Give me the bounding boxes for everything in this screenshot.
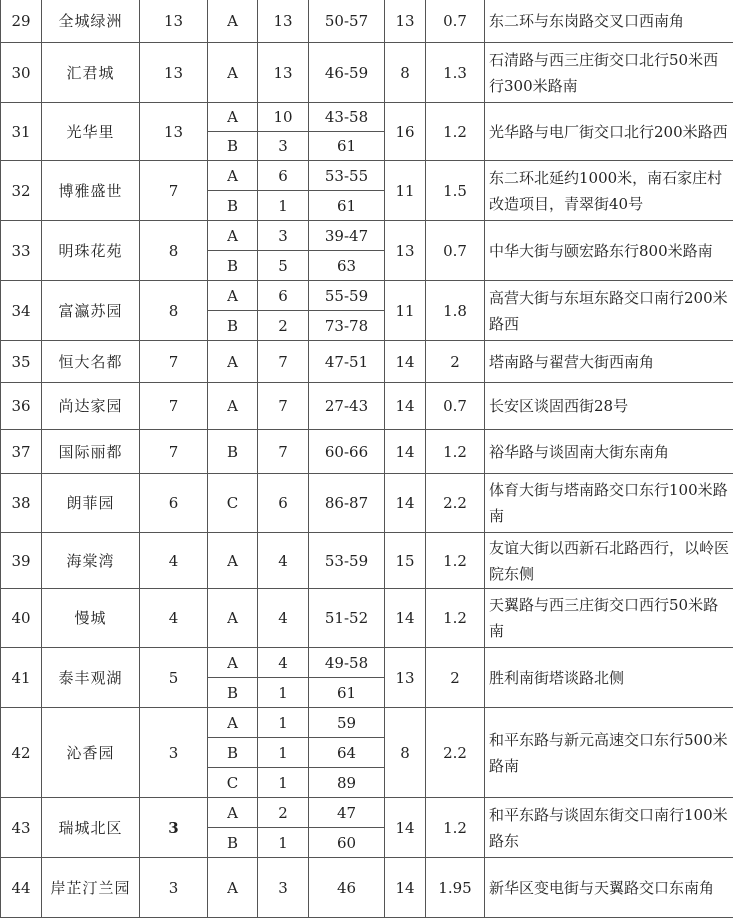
row-number: 29 xyxy=(1,0,42,43)
project-name: 恒大名都 xyxy=(42,341,140,383)
row-number: 35 xyxy=(1,341,42,383)
floor-count: 13 xyxy=(385,648,426,708)
unit-type: A xyxy=(208,281,258,311)
unit-area: 64 xyxy=(309,738,385,768)
unit-area: 49-58 xyxy=(309,648,385,678)
table-row xyxy=(1,589,733,648)
table-row xyxy=(1,341,733,383)
total-count: 4 xyxy=(140,533,208,589)
unit-count: 2 xyxy=(258,798,309,828)
table-row xyxy=(1,221,733,251)
floor-count: 14 xyxy=(385,474,426,533)
unit-count: 2 xyxy=(258,311,309,341)
unit-count: 3 xyxy=(258,221,309,251)
unit-area: 43-58 xyxy=(309,103,385,132)
ratio-value: 2.2 xyxy=(426,708,485,798)
unit-area: 50-57 xyxy=(309,0,385,43)
unit-count: 1 xyxy=(258,768,309,798)
unit-count: 4 xyxy=(258,589,309,648)
row-number: 34 xyxy=(1,281,42,341)
row-number: 41 xyxy=(1,648,42,708)
table-row xyxy=(1,648,733,678)
ratio-value: 1.2 xyxy=(426,103,485,161)
project-address: 和平东路与谈固东街交口南行100米路东 xyxy=(485,798,733,858)
unit-area: 47-51 xyxy=(309,341,385,383)
table-row xyxy=(1,474,733,533)
ratio-value: 2.2 xyxy=(426,474,485,533)
row-number: 36 xyxy=(1,383,42,430)
project-name: 瑞城北区 xyxy=(42,798,140,858)
total-count: 3 xyxy=(140,858,208,918)
ratio-value: 1.2 xyxy=(426,798,485,858)
row-number: 43 xyxy=(1,798,42,858)
unit-count: 5 xyxy=(258,251,309,281)
table-row xyxy=(1,161,733,191)
unit-count: 4 xyxy=(258,533,309,589)
unit-type: A xyxy=(208,648,258,678)
table-row xyxy=(1,43,733,103)
total-count: 7 xyxy=(140,341,208,383)
project-address: 石清路与西三庄街交口北行50米西行300米路南 xyxy=(485,43,733,103)
project-name: 博雅盛世 xyxy=(42,161,140,221)
floor-count: 14 xyxy=(385,858,426,918)
ratio-value: 0.7 xyxy=(426,0,485,43)
total-count: 13 xyxy=(140,103,208,161)
total-count: 5 xyxy=(140,648,208,708)
project-address: 东二环北延约1000米，南石家庄村改造项目，青翠街40号 xyxy=(485,161,733,221)
unit-area: 60 xyxy=(309,828,385,858)
table-row xyxy=(1,430,733,474)
floor-count: 14 xyxy=(385,341,426,383)
ratio-value: 1.5 xyxy=(426,161,485,221)
project-address: 和平东路与新元高速交口东行500米路南 xyxy=(485,708,733,798)
unit-type: A xyxy=(208,533,258,589)
unit-count: 1 xyxy=(258,191,309,221)
unit-count: 1 xyxy=(258,708,309,738)
unit-type: C xyxy=(208,474,258,533)
unit-count: 4 xyxy=(258,648,309,678)
floor-count: 13 xyxy=(385,0,426,43)
unit-area: 73-78 xyxy=(309,311,385,341)
unit-count: 7 xyxy=(258,383,309,430)
project-name: 全城绿洲 xyxy=(42,0,140,43)
project-name: 慢城 xyxy=(42,589,140,648)
unit-count: 13 xyxy=(258,43,309,103)
unit-type: B xyxy=(208,311,258,341)
unit-count: 6 xyxy=(258,474,309,533)
row-number: 37 xyxy=(1,430,42,474)
table-row xyxy=(1,103,733,132)
row-number: 30 xyxy=(1,43,42,103)
unit-type: B xyxy=(208,191,258,221)
unit-type: A xyxy=(208,103,258,132)
total-count: 7 xyxy=(140,161,208,221)
unit-area: 46-59 xyxy=(309,43,385,103)
project-name: 尚达家园 xyxy=(42,383,140,430)
unit-type: A xyxy=(208,708,258,738)
unit-area: 61 xyxy=(309,132,385,161)
total-count: 8 xyxy=(140,281,208,341)
project-address: 东二环与东岗路交叉口西南角 xyxy=(485,0,733,43)
unit-area: 89 xyxy=(309,768,385,798)
project-address: 新华区变电街与天翼路交口东南角 xyxy=(485,858,733,918)
ratio-value: 2 xyxy=(426,341,485,383)
unit-area: 59 xyxy=(309,708,385,738)
unit-area: 51-52 xyxy=(309,589,385,648)
project-name: 光华里 xyxy=(42,103,140,161)
unit-type: A xyxy=(208,858,258,918)
floor-count: 14 xyxy=(385,430,426,474)
project-address: 友谊大街以西新石北路西行，以岭医院东侧 xyxy=(485,533,733,589)
total-count: 3 xyxy=(140,708,208,798)
total-count: 13 xyxy=(140,0,208,43)
row-number: 38 xyxy=(1,474,42,533)
row-number: 32 xyxy=(1,161,42,221)
project-name: 富瀛苏园 xyxy=(42,281,140,341)
project-address: 长安区谈固西街28号 xyxy=(485,383,733,430)
unit-type: B xyxy=(208,678,258,708)
unit-type: A xyxy=(208,43,258,103)
ratio-value: 2 xyxy=(426,648,485,708)
floor-count: 14 xyxy=(385,589,426,648)
row-number: 40 xyxy=(1,589,42,648)
project-name: 沁香园 xyxy=(42,708,140,798)
unit-area: 61 xyxy=(309,191,385,221)
unit-count: 1 xyxy=(258,678,309,708)
project-name: 泰丰观湖 xyxy=(42,648,140,708)
table-row xyxy=(1,708,733,738)
unit-type: B xyxy=(208,430,258,474)
floor-count: 14 xyxy=(385,798,426,858)
ratio-value: 1.8 xyxy=(426,281,485,341)
floor-count: 15 xyxy=(385,533,426,589)
unit-area: 55-59 xyxy=(309,281,385,311)
project-address: 裕华路与谈固南大街东南角 xyxy=(485,430,733,474)
unit-area: 53-55 xyxy=(309,161,385,191)
ratio-value: 1.95 xyxy=(426,858,485,918)
unit-area: 60-66 xyxy=(309,430,385,474)
floor-count: 16 xyxy=(385,103,426,161)
unit-type: B xyxy=(208,132,258,161)
table-row xyxy=(1,281,733,311)
total-count: 8 xyxy=(140,221,208,281)
row-number: 39 xyxy=(1,533,42,589)
unit-type: A xyxy=(208,798,258,828)
unit-count: 3 xyxy=(258,858,309,918)
floor-count: 11 xyxy=(385,161,426,221)
ratio-value: 1.2 xyxy=(426,430,485,474)
unit-type: B xyxy=(208,738,258,768)
floor-count: 8 xyxy=(385,43,426,103)
project-address: 胜利南街塔谈路北侧 xyxy=(485,648,733,708)
ratio-value: 1.2 xyxy=(426,589,485,648)
unit-area: 39-47 xyxy=(309,221,385,251)
table-row xyxy=(1,533,733,589)
table-row xyxy=(1,383,733,430)
ratio-value: 1.2 xyxy=(426,533,485,589)
total-count: 3 xyxy=(140,798,208,858)
row-number: 42 xyxy=(1,708,42,798)
project-address: 高营大街与东垣东路交口南行200米路西 xyxy=(485,281,733,341)
row-number: 31 xyxy=(1,103,42,161)
unit-type: A xyxy=(208,383,258,430)
project-address: 塔南路与翟营大街西南角 xyxy=(485,341,733,383)
table-row xyxy=(1,798,733,828)
unit-count: 13 xyxy=(258,0,309,43)
unit-count: 1 xyxy=(258,738,309,768)
project-name: 明珠花苑 xyxy=(42,221,140,281)
unit-count: 6 xyxy=(258,281,309,311)
unit-area: 46 xyxy=(309,858,385,918)
floor-count: 11 xyxy=(385,281,426,341)
unit-area: 61 xyxy=(309,678,385,708)
total-count: 7 xyxy=(140,383,208,430)
unit-count: 7 xyxy=(258,341,309,383)
row-number: 33 xyxy=(1,221,42,281)
project-address: 光华路与电厂街交口北行200米路西 xyxy=(485,103,733,161)
unit-type: B xyxy=(208,828,258,858)
unit-type: A xyxy=(208,221,258,251)
unit-type: A xyxy=(208,589,258,648)
project-address: 中华大街与颐宏路东行800米路南 xyxy=(485,221,733,281)
project-name: 朗菲园 xyxy=(42,474,140,533)
total-count: 6 xyxy=(140,474,208,533)
unit-type: C xyxy=(208,768,258,798)
floor-count: 14 xyxy=(385,383,426,430)
unit-count: 1 xyxy=(258,828,309,858)
floor-count: 8 xyxy=(385,708,426,798)
unit-area: 63 xyxy=(309,251,385,281)
unit-count: 7 xyxy=(258,430,309,474)
project-name: 国际丽都 xyxy=(42,430,140,474)
total-count: 4 xyxy=(140,589,208,648)
unit-area: 53-59 xyxy=(309,533,385,589)
ratio-value: 1.3 xyxy=(426,43,485,103)
project-name: 岸芷汀兰园 xyxy=(42,858,140,918)
project-name: 海棠湾 xyxy=(42,533,140,589)
row-number: 44 xyxy=(1,858,42,918)
total-count: 7 xyxy=(140,430,208,474)
total-count: 13 xyxy=(140,43,208,103)
unit-type: A xyxy=(208,341,258,383)
table-body xyxy=(1,0,733,918)
unit-count: 3 xyxy=(258,132,309,161)
unit-count: 10 xyxy=(258,103,309,132)
unit-area: 86-87 xyxy=(309,474,385,533)
unit-type: A xyxy=(208,0,258,43)
unit-type: B xyxy=(208,251,258,281)
project-address: 体育大街与塔南路交口东行100米路南 xyxy=(485,474,733,533)
project-address: 天翼路与西三庄街交口西行50米路南 xyxy=(485,589,733,648)
unit-type: A xyxy=(208,161,258,191)
unit-area: 27-43 xyxy=(309,383,385,430)
floor-count: 13 xyxy=(385,221,426,281)
project-name: 汇君城 xyxy=(42,43,140,103)
unit-area: 47 xyxy=(309,798,385,828)
ratio-value: 0.7 xyxy=(426,383,485,430)
ratio-value: 0.7 xyxy=(426,221,485,281)
table-row xyxy=(1,0,733,43)
unit-count: 6 xyxy=(258,161,309,191)
